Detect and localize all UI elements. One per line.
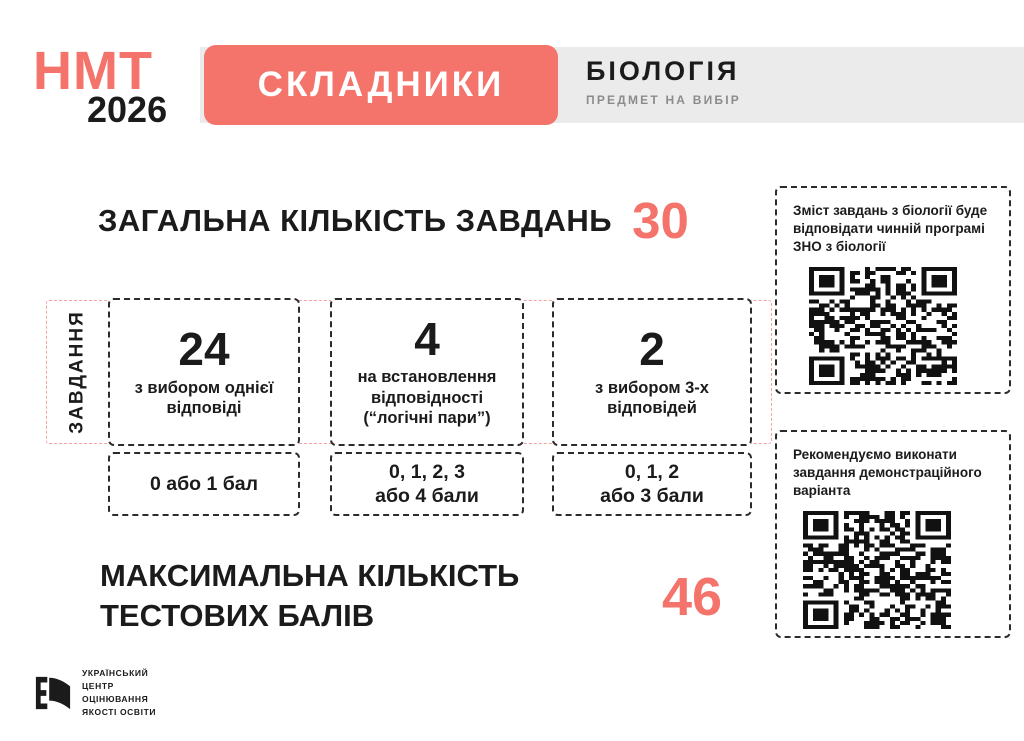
qr-code-icon[interactable] (803, 511, 951, 629)
total-tasks-value: 30 (632, 192, 689, 249)
ucoyo-book-icon (34, 673, 72, 713)
max-score-label: МАКСИМАЛЬНА КІЛЬКІСТЬ ТЕСТОВИХ БАЛІВ (100, 558, 520, 634)
task-card-score (330, 452, 524, 516)
note-card-demo (775, 430, 1011, 638)
task-card-description: з вибором однієї відповіді (134, 378, 274, 418)
tasks-group-label-wrap (56, 300, 100, 444)
footer-logo (34, 668, 264, 718)
tasks-group-label: ЗАВДАННЯ (67, 310, 89, 434)
task-card (330, 298, 524, 446)
subject-subtitle: ПРЕДМЕТ НА ВИБІР (586, 92, 741, 107)
task-card-number: 2 (639, 323, 665, 376)
section-pill-label: СКЛАДНИКИ (257, 65, 505, 104)
note-card-program (775, 186, 1011, 394)
nmt-logo-text: НМТ (33, 41, 153, 101)
total-tasks-row (98, 193, 758, 248)
qr-code-icon[interactable] (809, 267, 957, 385)
nmt-logo-year: 2026 (87, 89, 168, 130)
task-card (552, 298, 752, 446)
task-card-score (108, 452, 300, 516)
task-card-number: 24 (178, 323, 230, 376)
task-card-description: на встановлення відповідності (“логічні пари”) (357, 368, 497, 428)
max-score-value: 46 (662, 567, 723, 627)
subject-block (586, 57, 1006, 107)
task-card-number: 4 (414, 312, 440, 365)
note-text: Рекомендуємо виконати завдання демонстраційного варіанта (793, 447, 982, 499)
task-card-score-text: 0, 1, 2 або 3 бали (600, 460, 704, 507)
page-header (0, 0, 1024, 142)
max-score-row (100, 556, 760, 642)
task-card-score-text: 0, 1, 2, 3 або 4 бали (375, 460, 479, 507)
task-card-score-text: 0 або 1 бал (149, 472, 259, 495)
subject-title: БІОЛОГІЯ (586, 56, 740, 86)
footer-logo-text: УКРАЇНСЬКИЙ ЦЕНТР ОЦІНЮВАННЯ ЯКОСТІ ОСВІТИ (82, 667, 157, 718)
note-text: Зміст завдань з біології буде відповідати чинній програмі ЗНО з біології (793, 203, 988, 255)
section-pill (204, 45, 558, 125)
task-card-description: з вибором 3-х відповідей (595, 378, 709, 418)
task-card-score (552, 452, 752, 516)
total-tasks-label: ЗАГАЛЬНА КІЛЬКІСТЬ ЗАВДАНЬ (98, 202, 613, 238)
nmt-logo (33, 41, 198, 134)
task-card (108, 298, 300, 446)
